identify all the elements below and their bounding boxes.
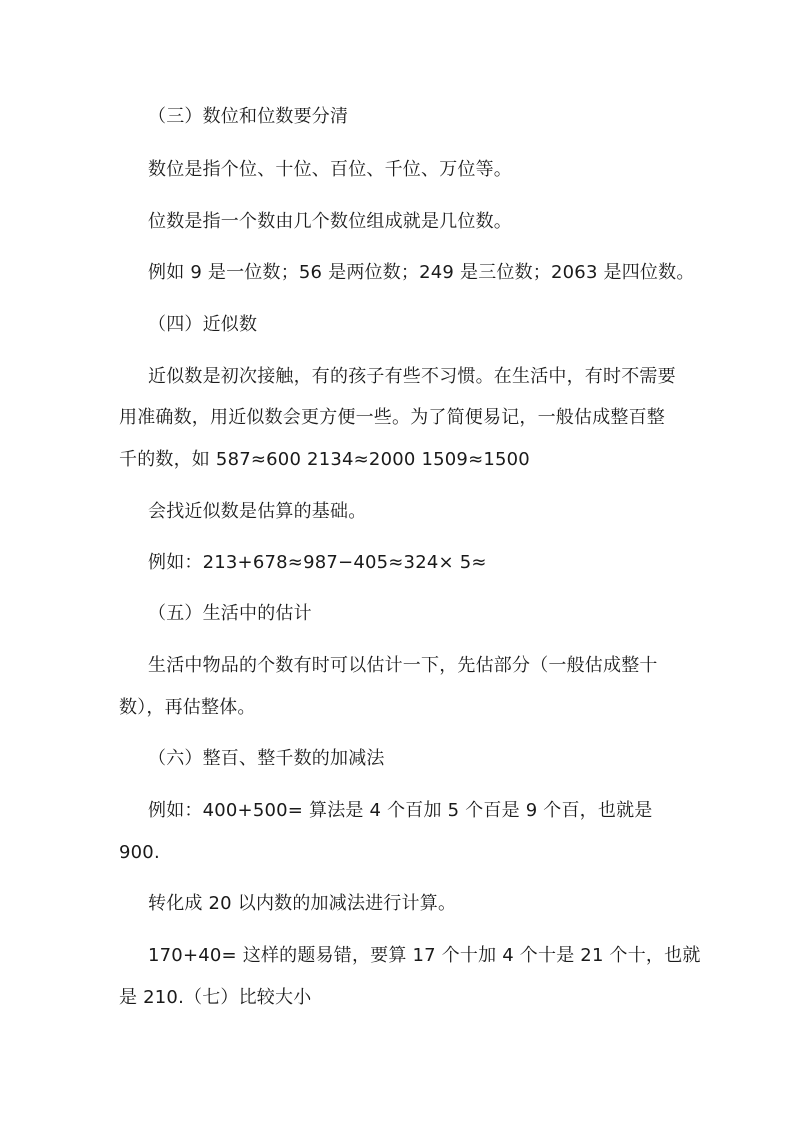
section-heading-5: （五）生活中的估计 <box>148 603 312 624</box>
paragraph-line: 是 210.（七）比较大小 <box>119 987 312 1008</box>
paragraph-line: 例如 9 是一位数；56 是两位数；249 是三位数；2063 是四位数。 <box>148 262 695 283</box>
section-heading-6: （六）整百、整千数的加减法 <box>148 748 385 769</box>
paragraph-line: 位数是指一个数由几个数位组成就是几位数。 <box>148 211 512 232</box>
paragraph-line: 数位是指个位、十位、百位、千位、万位等。 <box>148 159 512 180</box>
paragraph-line: 例如：213+678≈987−405≈324× 5≈ <box>148 552 487 573</box>
section-heading-3: （三）数位和位数要分清 <box>148 106 349 127</box>
paragraph-line: 转化成 20 以内数的加减法进行计算。 <box>148 893 457 914</box>
paragraph-line: 170+40= 这样的题易错，要算 17 个十加 4 个十是 21 个十，也就 <box>148 945 701 966</box>
paragraph-line: 例如：400+500= 算法是 4 个百加 5 个百是 9 个百，也就是 <box>148 800 653 821</box>
paragraph-line: 近似数是初次接触，有的孩子有些不习惯。在生活中，有时不需要 <box>148 366 676 387</box>
paragraph-line: 会找近似数是估算的基础。 <box>148 501 367 522</box>
paragraph-line: 数），再估整体。 <box>119 697 256 718</box>
paragraph-line: 900. <box>119 842 160 863</box>
paragraph-line: 千的数，如 587≈600 2134≈2000 1509≈1500 <box>119 449 530 470</box>
paragraph-line: 生活中物品的个数有时可以估计一下，先估部分（一般估成整十 <box>148 655 658 676</box>
paragraph-line: 用准确数，用近似数会更方便一些。为了简便易记，一般估成整百整 <box>119 407 665 428</box>
section-heading-4: （四）近似数 <box>148 314 258 335</box>
